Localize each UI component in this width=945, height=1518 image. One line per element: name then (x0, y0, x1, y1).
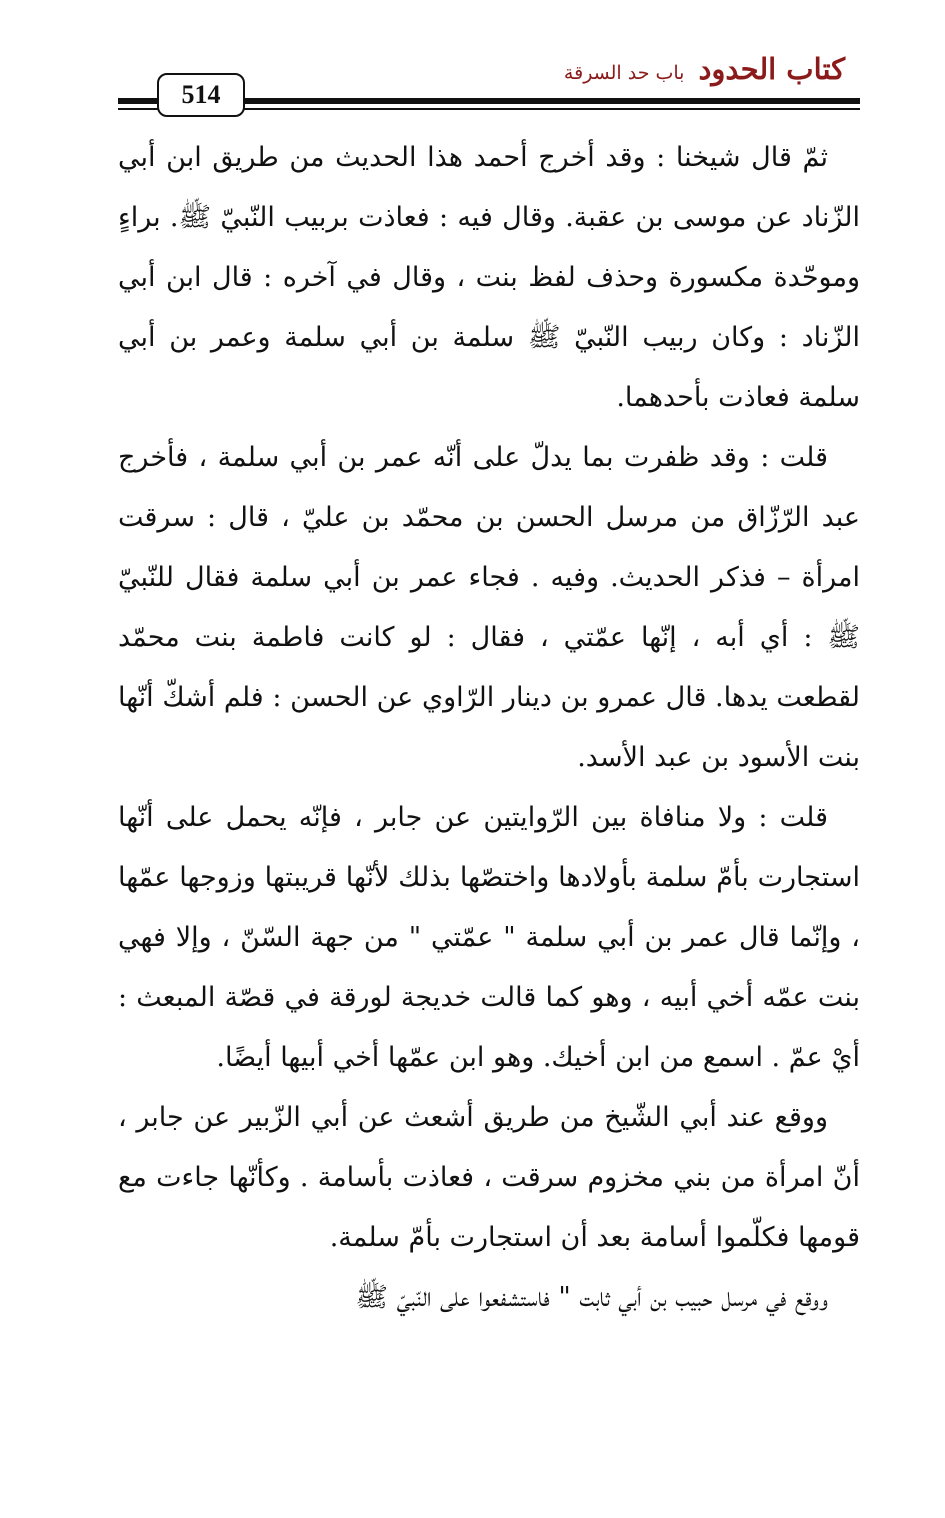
paragraph-3: قلت : ولا منافاة بين الرّوايتين عن جابر ، فإنّه يحمل على أنّها استجارت بأمّ سلمة بأولادها واختصّها بذلك لأنّها قريبتها وزوجها عمّها ، وإنّما قال عمر بن أبي سلمة " عمّتي " من جهة السّنّ ، وإلا فهي بنت عمّه أخي أبيه ، وهو كما قالت خديجة لورقة في قصّة المبعث : أيْ عمّ . اسمع من ابن أخيك. وهو ابن عمّها أخي أبيها أيضًا. (118, 802, 860, 1073)
page-number: 514 (157, 73, 245, 117)
chapter-title: باب حد السرقة (563, 62, 685, 84)
paragraph-2: قلت : وقد ظفرت بما يدلّ على أنّه عمر بن أبي سلمة ، فأخرج عبد الرّزّاق من مرسل الحسن بن محمّد بن عليّ ، قال : سرقت امرأة – فذكر الحديث. وفيه . فجاء عمر بن أبي سلمة فقال للنّبيّ ﷺ : أي أبه ، إنّها عمّتي ، فقال : لو كانت فاطمة بنت محمّد لقطعت يدها. قال عمرو بن دينار الرّاوي عن الحسن : فلم أشكّ أنّها بنت الأسود بن عبد الأسد. (118, 442, 860, 773)
running-header (564, 52, 845, 86)
book-title: كتاب الحدود (698, 52, 845, 86)
paragraph-4: ووقع عند أبي الشّيخ من طريق أشعث عن أبي الزّبير عن جابر ، أنّ امرأة من بني مخزوم سرقت ، فعاذت بأسامة . وكأنّها جاءت مع قومها فكلّموا أسامة بعد أن استجارت بأمّ سلمة. (118, 1102, 860, 1253)
paragraph-1: ثمّ قال شيخنا : وقد أخرج أحمد هذا الحديث من طريق ابن أبي الزّناد عن موسى بن عقبة. وقال فيه : فعاذت بربيب النّبيّ ﷺ. براءٍ وموحّدة مكسورة وحذف لفظ بنت ، وقال في آخره : قال ابن أبي الزّناد : وكان ربيب النّبيّ ﷺ سلمة بن أبي سلمة وعمر بن أبي سلمة فعاذت بأحدهما. (118, 142, 860, 413)
page-body (118, 128, 860, 1328)
paragraph-5: ووقع في مرسل حبيب بن أبي ثابت " فاستشفعوا على النّبيّ ﷺ (355, 1282, 828, 1313)
